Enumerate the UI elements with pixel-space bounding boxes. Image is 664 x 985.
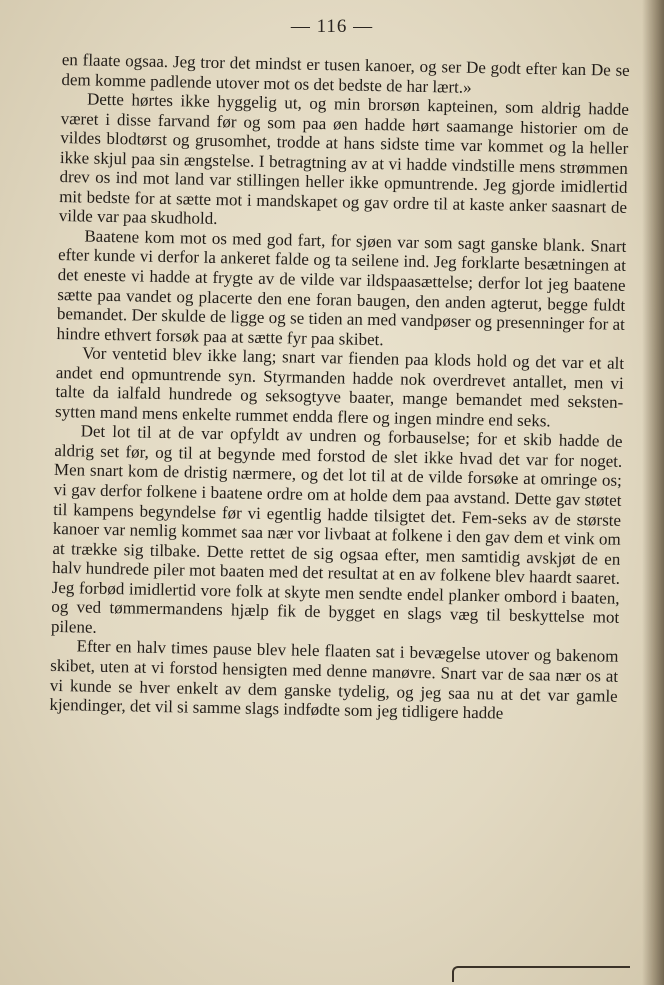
body-text (49, 50, 630, 725)
page-edge-shadow (642, 0, 664, 985)
paragraph-2: Dette hørtes ikke hyggelig ut, og min brorsøn kapteinen, som aldrig hadde været i disse farvand før og som paa øen hadde hørt saamange historier om de vildes blodtørst og grusomhet, trodde at hans sidste time var kommet og la heller ikke skjul paa sin ængstelse. I betragtning av at vi hadde vindstille mens strømmen drev os ind mot land var stillingen heller ikke opmuntrende. Jeg gjorde imidlertid mit bedste for at sætte mot i mandskapet og gav ordre til at kaste anker saasnart de vilde var paa skudhold. (58, 89, 630, 229)
paragraph-6: Efter en halv times pause blev hele flaaten sat i bevægelse utover og bakenom skibet, uten at vi forstod hensigten med denne manøvre. Snart var de saa nær os at vi kunde se hver enkelt av dem ganske tydelig, og jeg saa nu at det var gamle kjendinger, det vil si samme slags indfødte som jeg tidligere hadde (49, 636, 619, 723)
paragraph-4: Vor ventetid blev ikke lang; snart var fienden paa klods hold og det var et alt andet end opmuntrende syn. Styrmanden hadde nok overdrevet antallet, men vi talte da ialfald hundrede og seksogtyve baater, mange bemandet med seksten-sytten mand mens enkelte rummet endda flere og ingen mindre end seks. (54, 343, 625, 431)
paragraph-3: Baatene kom mot os med god fart, for sjøen var som sagt ganske blank. Snart efter kunde vi derfor la ankeret falde og ta seilene ind. Jeg forklarte besætningen at det eneste vi hadde at frygte av de vilde var ildspaasættelse; derfor lot jeg baatene sætte paa vandet og placerte den ene foran baugen, den anden agterut, begge fuldt bemandet. Der skulde de ligge og se tiden an med vandpøser og presenninger for at hindre ethvert forsøk paa at sætte fyr paa skibet. (56, 226, 627, 349)
page-number: — 116 — (290, 16, 374, 37)
paragraph-1: en flaate ogsaa. Jeg tror det mindst er tusen kanoer, og ser De godt efter kan De se dem komme padlende utover mot os det bedste de har lært.» (61, 50, 630, 97)
page-corner-mark (452, 966, 630, 982)
paragraph-5: Det lot til at de var opfyldt av undren og forbauselse; for et skib hadde de aldrig set før, og til at begynde med forstod de slet ikke hvad det var for noget. Men snart kom de dristig nærmere, og det lot til at de vilde forsøke at omringe os; vi gav derfor folkene i baatene ordre om at holde dem paa avstand. Dette gav støtet til kampens begyndelse før vi egentlig hadde tilsigtet det. Fem-seks av de største kanoer var nemlig kommet saa nær vor livbaat at folkene i den gav dem et vink om at trække sig tilbake. Dette rettet de sig ogsaa efter, men samtidig avskjøt de en halv hundrede piler mot baaten med det resultat at en av folkene blev haardt saaret. Jeg forbød imidlertid vore folk at skyte men sendte endel planker ombord i baaten, og ved tømmermandens hjælp fik de bygget en slags væg til beskyttelse mot pilene. (50, 421, 623, 637)
